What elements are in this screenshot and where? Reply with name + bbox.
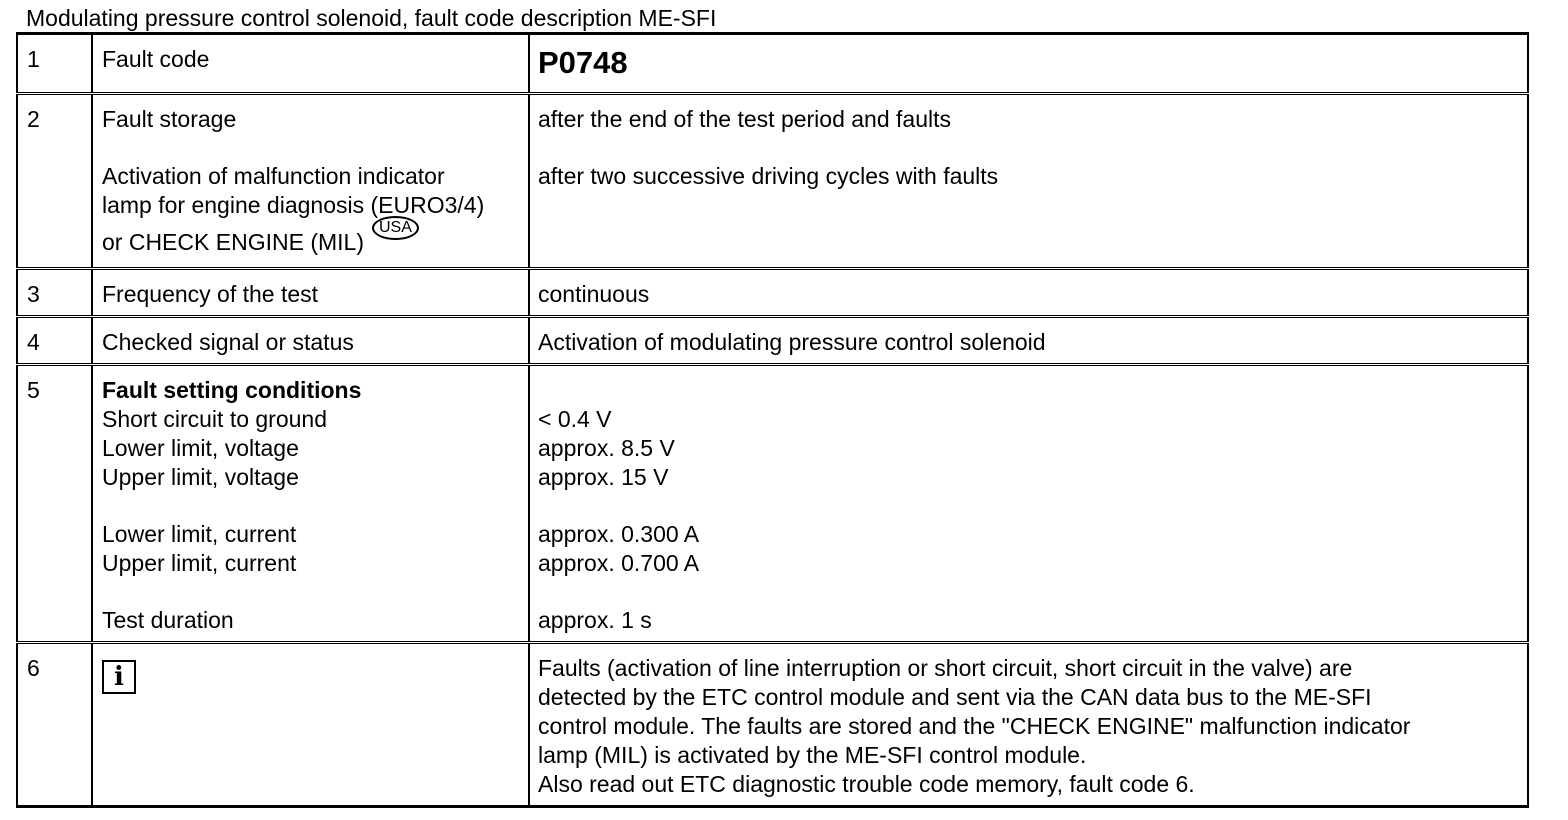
condition-label: Upper limit, voltage (102, 464, 299, 490)
mil-activation-label-line1: Activation of malfunction indicator (102, 163, 445, 189)
row-value (529, 365, 1528, 643)
fault-storage-value: after the end of the test period and faults (538, 106, 952, 132)
fault-storage-label: Fault storage (102, 106, 237, 132)
row-number: 5 (17, 365, 92, 643)
row-number: 1 (17, 34, 92, 94)
condition-label: Lower limit, voltage (102, 435, 299, 461)
table-row-fault-code (17, 34, 1528, 94)
usa-badge-icon: USA (372, 216, 419, 240)
table-row-notes (17, 643, 1528, 807)
row-label: Checked signal or status (92, 317, 529, 365)
table-row-fault-setting-conditions (17, 365, 1528, 643)
table-row-checked-signal (17, 317, 1528, 365)
note-line: Also read out ETC diagnostic trouble code memory, fault code 6. (538, 771, 1195, 797)
row-label (92, 94, 529, 269)
row-value (529, 94, 1528, 269)
page-caption: Modulating pressure control solenoid, fault code description ME-SFI (26, 5, 717, 31)
mil-activation-text: or CHECK ENGINE (MIL) (102, 229, 364, 255)
row-number: 2 (17, 94, 92, 269)
row-label (92, 643, 529, 807)
row-value (529, 34, 1528, 94)
row-number: 3 (17, 269, 92, 317)
condition-value: < 0.4 V (538, 406, 612, 432)
fault-code-value: P0748 (538, 45, 628, 80)
mil-activation-value: after two successive driving cycles with faults (538, 163, 999, 189)
conditions-heading: Fault setting conditions (102, 377, 362, 403)
fault-code-table (16, 32, 1529, 808)
condition-label: Upper limit, current (102, 550, 297, 576)
row-number: 6 (17, 643, 92, 807)
row-value (529, 643, 1528, 807)
note-line: lamp (MIL) is activated by the ME-SFI control module. (538, 742, 1087, 768)
condition-value: approx. 0.700 A (538, 550, 700, 576)
mil-activation-label-line2: lamp for engine diagnosis (EURO3/4) (102, 192, 485, 218)
note-line: detected by the ETC control module and sent via the CAN data bus to the ME-SFI (538, 684, 1372, 710)
row-label: Frequency of the test (92, 269, 529, 317)
row-value: Activation of modulating pressure control solenoid (529, 317, 1528, 365)
condition-value: approx. 8.5 V (538, 435, 675, 461)
condition-value: approx. 0.300 A (538, 521, 700, 547)
table-row-test-frequency (17, 269, 1528, 317)
note-line: control module. The faults are stored and the "CHECK ENGINE" malfunction indicator (538, 713, 1411, 739)
table-row-fault-storage (17, 94, 1528, 269)
row-number: 4 (17, 317, 92, 365)
info-icon: i (102, 660, 136, 694)
note-line: Faults (activation of line interruption or short circuit, short circuit in the valve) are (538, 655, 1353, 681)
condition-value: approx. 1 s (538, 607, 652, 633)
condition-label: Short circuit to ground (102, 406, 328, 432)
mil-activation-label-line3 (102, 219, 520, 257)
row-label (92, 365, 529, 643)
condition-label: Test duration (102, 607, 234, 633)
row-label: Fault code (92, 34, 529, 94)
row-value: continuous (529, 269, 1528, 317)
condition-value: approx. 15 V (538, 464, 669, 490)
condition-label: Lower limit, current (102, 521, 297, 547)
